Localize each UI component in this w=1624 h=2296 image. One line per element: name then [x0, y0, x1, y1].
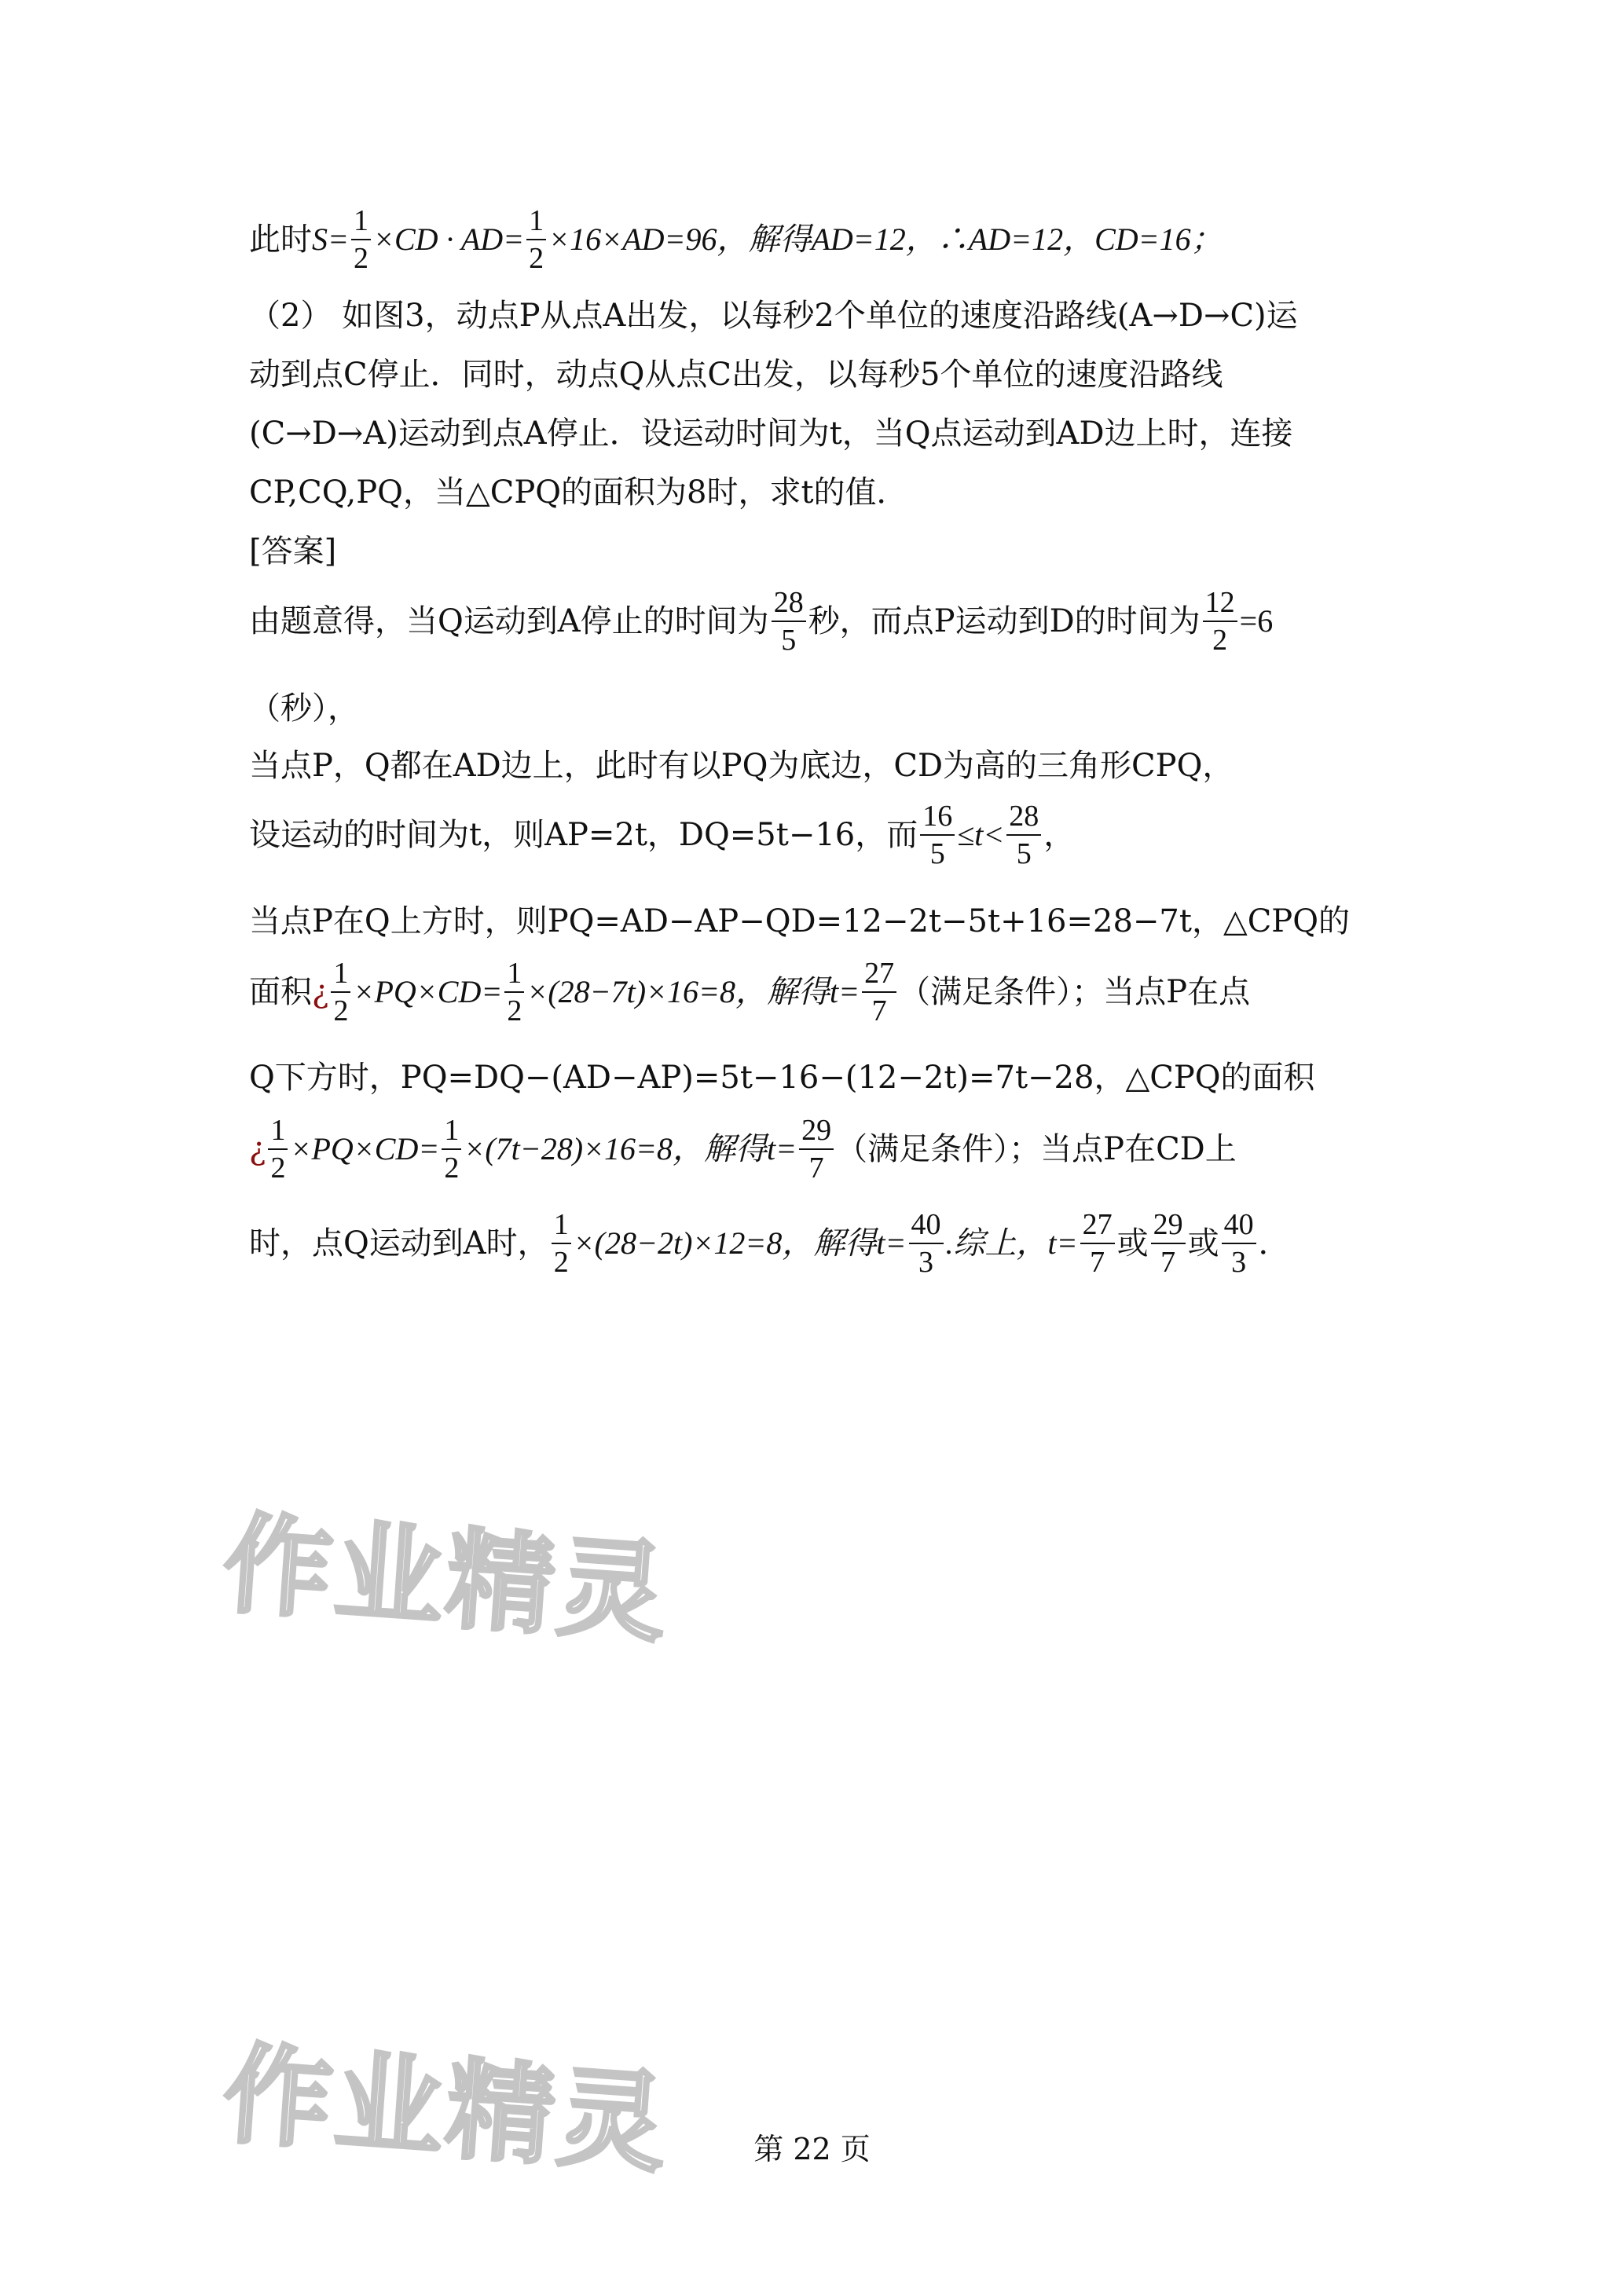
fraction: $\frac{28}{5}$	[1006, 801, 1041, 869]
fraction: $\frac{40}{3}$	[1222, 1210, 1256, 1277]
math: ×CD · AD=	[373, 222, 525, 257]
fraction: $\frac{1}{2}$	[331, 958, 350, 1026]
watermark-bottom: 作业精灵	[219, 2031, 674, 2188]
answer-line-9	[249, 1210, 1290, 1277]
math: S=	[312, 222, 349, 257]
stray-glyph: ¿	[249, 1131, 266, 1167]
answer-line-2: （秒），	[249, 690, 359, 727]
text: 时，点Q运动到A时，	[249, 1225, 549, 1262]
fraction: $\frac{29}{7}$	[1151, 1210, 1186, 1277]
answer-line-6	[249, 958, 1250, 1026]
question-line-2: 动到点C停止．同时，动点Q从点C出发，以每秒5个单位的速度沿路线	[249, 357, 1223, 393]
math: .综上，t=	[945, 1225, 1078, 1261]
text: 秒，而点P运动到D的时间为	[808, 603, 1201, 639]
fraction: $\frac{1}{2}$	[552, 1210, 571, 1277]
text: ，	[1043, 817, 1076, 853]
math: =6	[1239, 603, 1274, 639]
fraction: $\frac{1}{2}$	[351, 206, 371, 273]
question-line-3: (C→D→A)运动到点A停止．设运动时间为t，当Q点运动到AD边上时，连接	[249, 416, 1293, 452]
fraction: $\frac{1}{2}$	[268, 1115, 288, 1183]
math: ×(28−7t)×16=8，解得t=	[526, 974, 860, 1009]
fraction: $\frac{29}{7}$	[799, 1115, 834, 1183]
answer-line-3: 当点P，Q都在AD边上，此时有以PQ为底边，CD为高的三角形CPQ，	[249, 748, 1234, 784]
math: ×(28−2t)×12=8，解得t=	[573, 1225, 907, 1261]
math: ≤t<	[957, 817, 1005, 852]
answer-line-7: Q下方时，PQ=DQ−(AD−AP)=5t−16−(12−2t)=7t−28，△CPQ的面积	[249, 1060, 1315, 1096]
math: AD=12，∴AD=12，CD=16；	[811, 222, 1223, 257]
watermark-top: 作业精灵	[219, 1500, 674, 1658]
text: 此时	[249, 222, 312, 258]
fraction: $\frac{1}{2}$	[526, 206, 546, 273]
fraction: $\frac{28}{5}$	[772, 588, 806, 655]
solution-line-1	[249, 206, 1223, 273]
question-line-4: CP,CQ,PQ，当△CPQ的面积为8时，求t的值．	[249, 474, 908, 511]
fraction: $\frac{40}{3}$	[909, 1210, 944, 1277]
fraction: $\frac{12}{2}$	[1203, 588, 1237, 655]
text: 或	[1187, 1225, 1219, 1262]
text: （满足条件）；当点P在点	[899, 974, 1251, 1010]
fraction: $\frac{1}{2}$	[442, 1115, 461, 1183]
text: 面积	[249, 974, 312, 1010]
answer-line-5: 当点P在Q上方时，则PQ=AD−AP−QD=12−2t−5t+16=28−7t，△CPQ的	[249, 903, 1351, 939]
text: （满足条件）；当点P在CD上	[836, 1131, 1237, 1167]
stray-glyph: ¿	[312, 974, 329, 1010]
question-line-1: （2） 如图3，动点P从点A出发，以每秒2个单位的速度沿路线(A→D→C)运	[249, 298, 1298, 334]
answer-line-8	[249, 1115, 1237, 1183]
math: ×16×AD=96，解得	[548, 222, 812, 257]
fraction: $\frac{27}{7}$	[862, 958, 896, 1026]
fraction: $\frac{1}{2}$	[504, 958, 524, 1026]
page-number: 第 22 页	[753, 2132, 871, 2166]
math: ×(7t−28)×16=8，解得t=	[464, 1131, 797, 1166]
text: 设运动的时间为t，则AP=2t，DQ=5t−16，而	[249, 817, 918, 853]
answer-label: [答案]	[249, 533, 337, 569]
text: ．	[1258, 1225, 1290, 1262]
math: ×PQ×CD=	[290, 1131, 440, 1166]
fraction: $\frac{16}{5}$	[920, 801, 955, 869]
text: 由题意得，当Q运动到A停止的时间为	[249, 603, 769, 639]
answer-line-4	[249, 801, 1075, 869]
answer-line-1	[249, 588, 1273, 655]
text: 或	[1116, 1225, 1149, 1262]
math: ×PQ×CD=	[353, 974, 503, 1009]
fraction: $\frac{27}{7}$	[1080, 1210, 1115, 1277]
